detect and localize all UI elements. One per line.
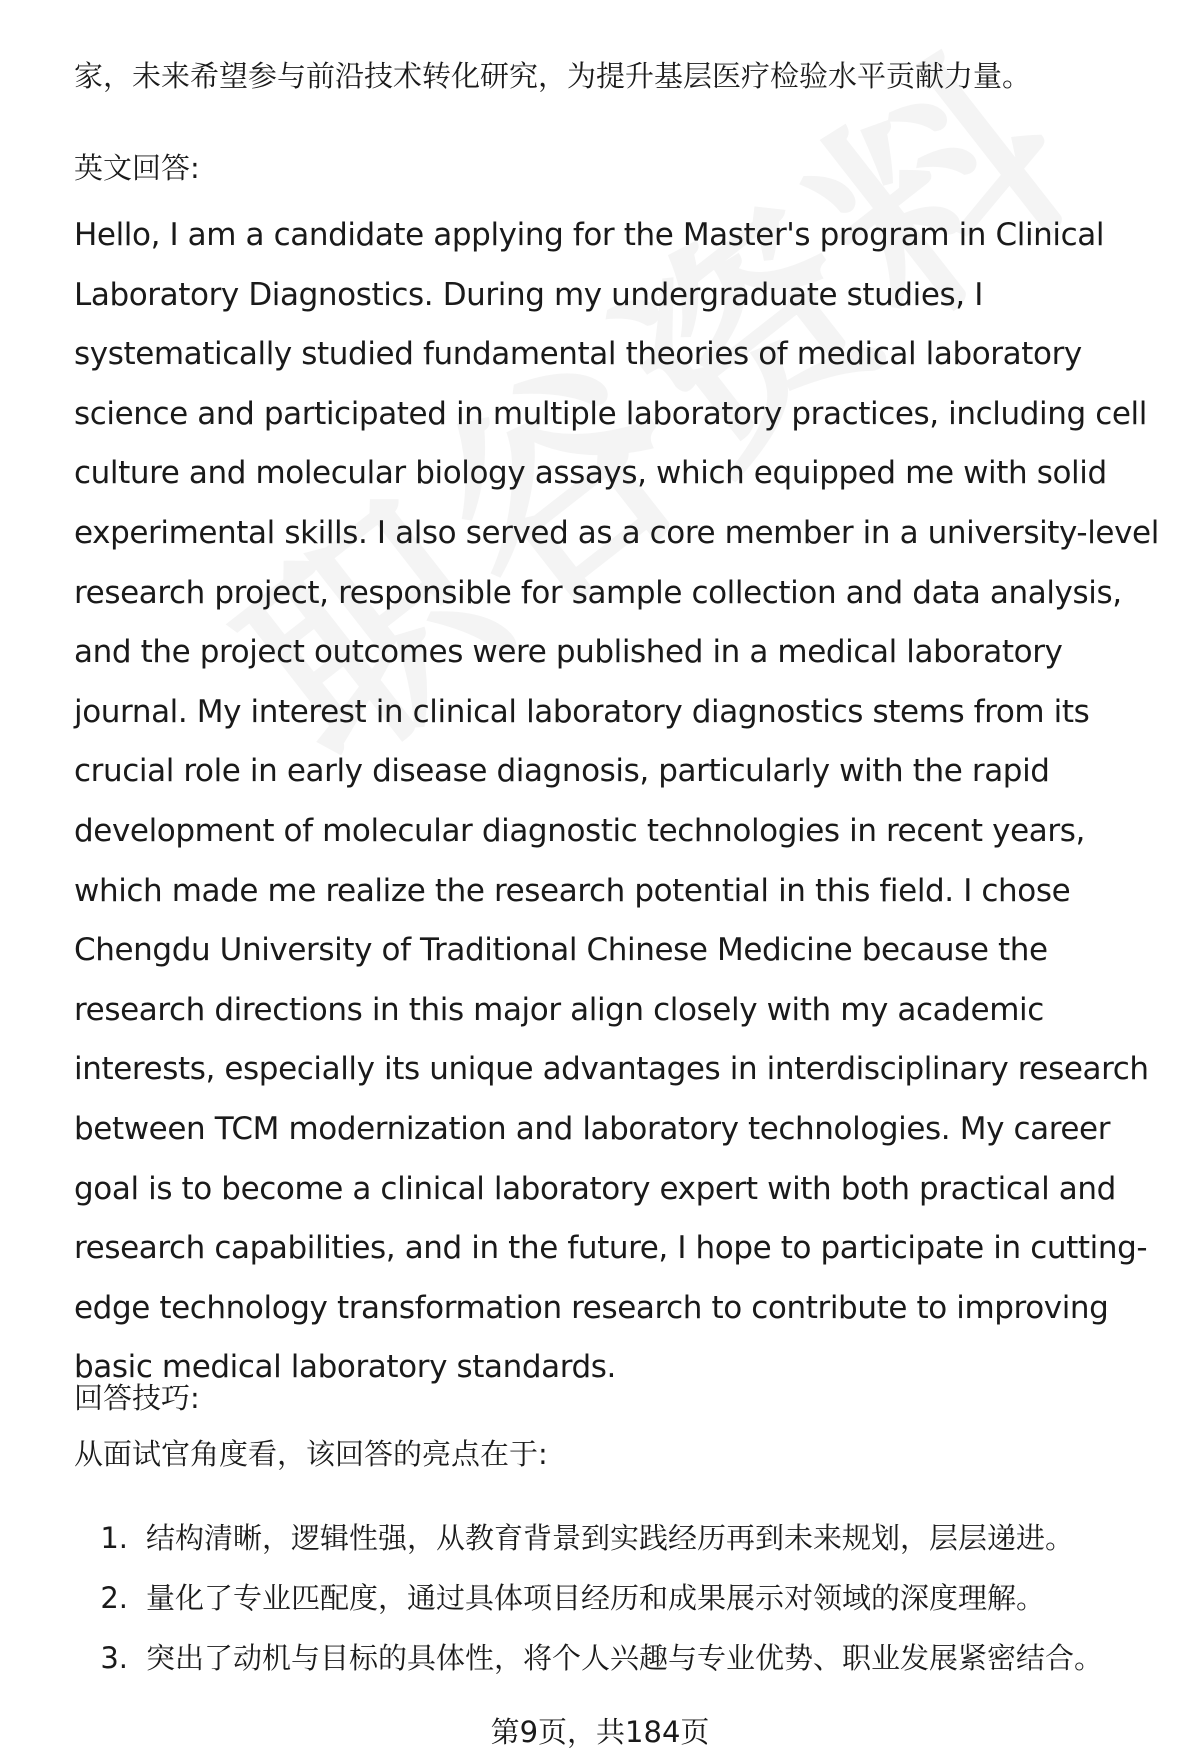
- list-item: [74, 1638, 1154, 1698]
- list-item: [74, 1578, 1154, 1638]
- list-item-text: 结构清晰，逻辑性强，从教育背景到实践经历再到未来规划，层层递进。: [146, 1521, 1075, 1555]
- tips-list: [74, 1518, 1154, 1698]
- tips-heading: 回答技巧:: [74, 1381, 200, 1415]
- list-item-number: 1.: [100, 1521, 128, 1555]
- lead-paragraph: 家，未来希望参与前沿技术转化研究，为提升基层医疗检验水平贡献力量。: [74, 59, 1032, 93]
- list-item-number: 3.: [100, 1641, 128, 1675]
- list-item-text: 突出了动机与目标的具体性，将个人兴趣与专业优势、职业发展紧密结合。: [146, 1641, 1104, 1675]
- tips-intro: 从面试官角度看，该回答的亮点在于:: [74, 1437, 548, 1471]
- list-item-number: 2.: [100, 1581, 128, 1615]
- list-item: [74, 1518, 1154, 1578]
- page-number-footer: 第9页，共184页: [490, 1715, 710, 1749]
- english-answer-body: Hello, I am a candidate applying for the Master's program in Clinical Laboratory Diagnostics. During my undergraduate studies, I systematically studied fundamental theories of medical laboratory science and participated in multiple laboratory practices, including cell culture and molecular biology assays, which equipped me with solid experimental skills. I also served as a core member in a university-level research project, responsible for sample collection and data analysis, and the project outcomes were published in a medical laboratory journal. My interest in clinical laboratory diagnostics stems from its crucial role in early disease diagnosis, particularly with the rapid development of molecular diagnostic technologies in recent years, which made me realize the research potential in this field. I chose Chengdu University of Traditional Chinese Medicine because the research directions in this major align closely with my academic interests, especially its unique advantages in interdisciplinary research between TCM modernization and laboratory technologies. My career goal is to become a clinical laboratory expert with both practical and research capabilities, and in the future, I hope to participate in cutting-edge technology transformation research to contribute to improving basic medical laboratory standards.: [74, 217, 1159, 1386]
- english-answer-heading: 英文回答:: [74, 151, 200, 185]
- list-item-text: 量化了专业匹配度，通过具体项目经历和成果展示对领域的深度理解。: [146, 1581, 1046, 1615]
